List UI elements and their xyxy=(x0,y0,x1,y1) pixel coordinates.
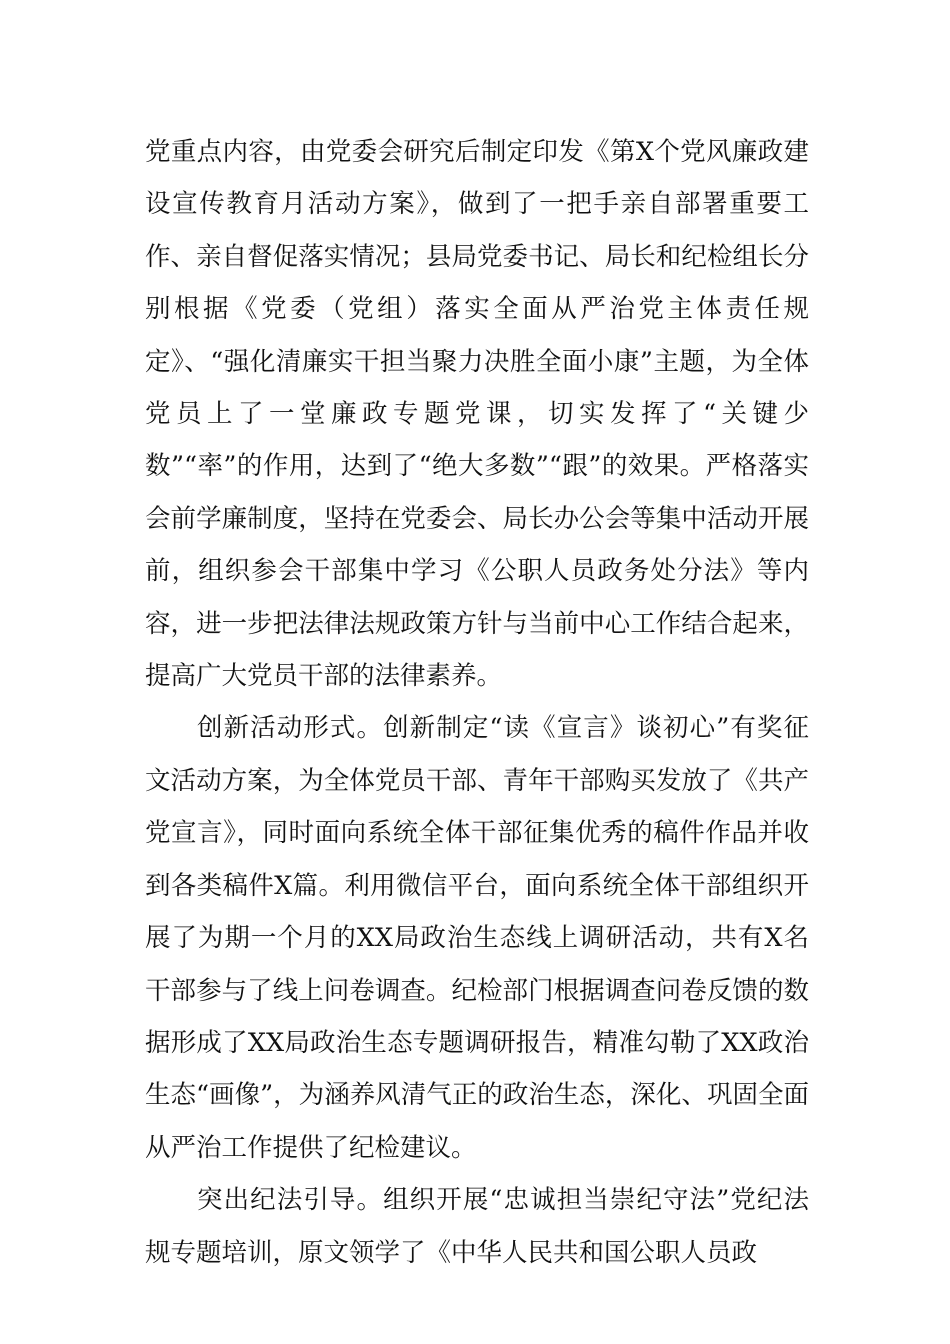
paragraph-1: 党重点内容，由党委会研究后制定印发《第X个党风廉政建设宣传教育月活动方案》，做到了一把手亲自部署重要工作、亲自督促落实情况；县局党委书记、局长和纪检组长分别根据《党委（党组）落实全面从严治党主体责任规定》、“强化清廉实干担当聚力决胜全面小康”主题，为全体党员上了一堂廉政专题党课，切实发挥了“关键少数”“率”的作用，达到了“绝大多数”“跟”的效果。严格落实会前学廉制度，坚持在党委会、局长办公会等集中活动开展前，组织参会干部集中学习《公职人员政务处分法》等内容，进一步把法律法规政策方针与当前中心工作结合起来，提高广大党员干部的法律素养。 xyxy=(145,137,809,692)
paragraph-2: 创新活动形式。创新制定“读《宣言》谈初心”有奖征文活动方案，为全体党员干部、青年干部购买发放了《共产党宣言》，同时面向系统全体干部征集优秀的稿件作品并收到各类稿件X篇。利用微信平台，面向系统全体干部组织开展了为期一个月的XX局政治生态线上调研活动，共有X名干部参与了线上问卷调查。纪检部门根据调查问卷反馈的数据形成了XX局政治生态专题调研报告，精准勾勒了XX政治生态“画像”，为涵养风清气正的政治生态，深化、巩固全面从严治工作提供了纪检建议。 xyxy=(145,713,809,1163)
document-body xyxy=(145,126,809,1279)
paragraph-3: 突出纪法引导。组织开展“忠诚担当崇纪守法”党纪法规专题培训，原文领学了《中华人民共和国公职人员政 xyxy=(145,1185,809,1268)
